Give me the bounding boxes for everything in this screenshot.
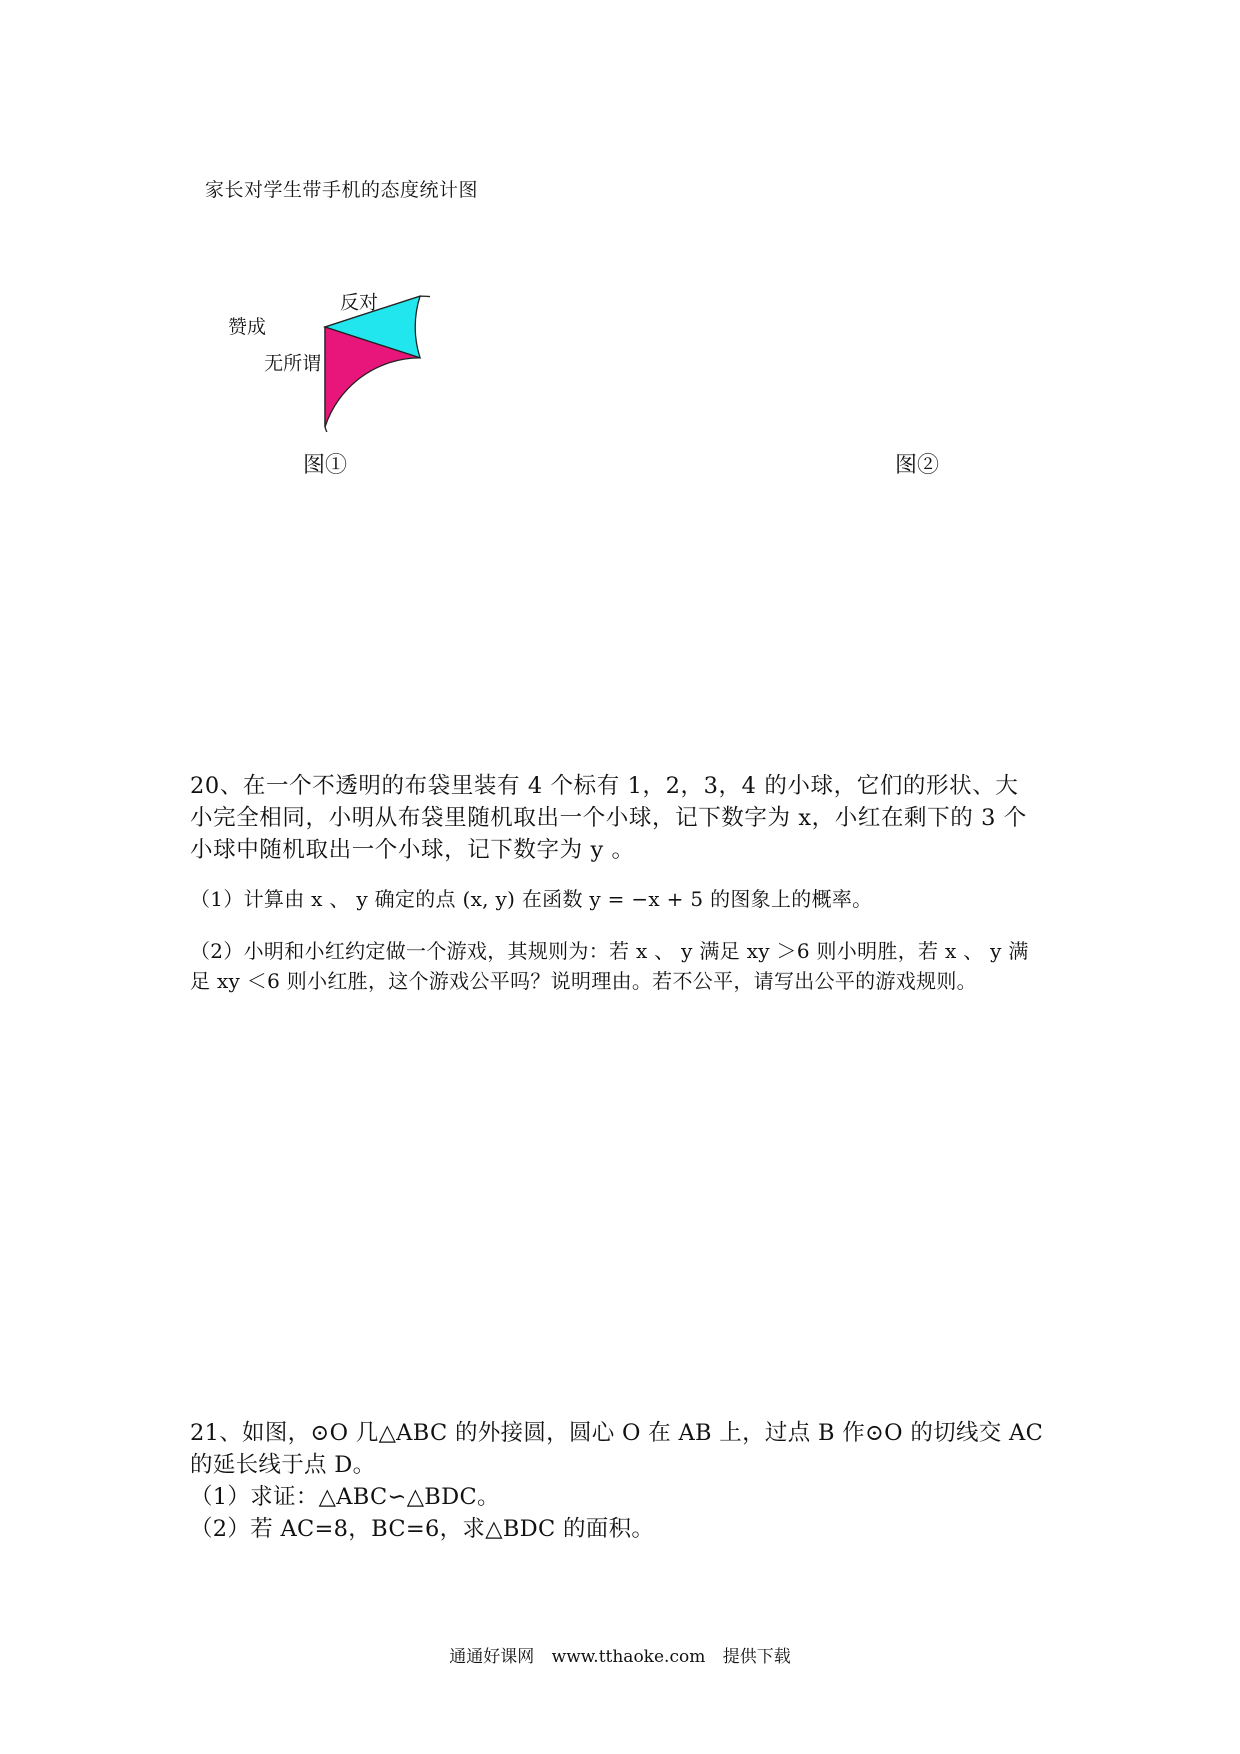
footer-site: 通通好课网: [449, 1647, 535, 1667]
question-20-line: 小球中随机取出一个小球，记下数字为 y 。: [190, 837, 635, 863]
question-21-line: 21、如图，⊙O 几△ABC 的外接圆，圆心 O 在 AB 上，过点 B 作⊙O 的切线交 AC: [190, 1420, 1044, 1446]
figure-2-label: 图②: [895, 453, 940, 478]
question-20-part-1: （1）计算由 x 、 y 确定的点 (x, y) 在函数 y = −x + 5 的图象上的概率。: [190, 887, 873, 911]
pie-label-1: 赞成: [227, 316, 267, 338]
question-21-part-1: （1）求证：△ABC∽△BDC。: [190, 1484, 500, 1510]
question-21-part-2: （2）若 AC=8，BC=6，求△BDC 的面积。: [190, 1516, 655, 1542]
figure-1-label: 图①: [303, 453, 348, 478]
footer-note: 提供下载: [722, 1647, 791, 1667]
pie-label-2: 无所谓: [264, 352, 322, 375]
question-20-line: 20、在一个不透明的布袋里装有 4 个标有 1，2，3，4 的小球，它们的形状、大: [190, 773, 1019, 799]
question-21-line: 的延长线于点 D。: [190, 1452, 376, 1478]
pie-value-label-2: 20%: [278, 388, 308, 404]
question-20-part-2-line: （2）小明和小红约定做一个游戏，其规则为：若 x 、 y 满足 xy ＞6 则小明胜，若 x 、 y 满: [190, 939, 1029, 963]
question-20-line: 小完全相同，小明从布袋里随机取出一个小球，记下数字为 x，小红在剩下的 3 个: [190, 805, 1027, 831]
question-20-part-2: [190, 936, 1070, 996]
question-21: [190, 1417, 1070, 1545]
chart-title: 家长对学生带手机的态度统计图: [205, 179, 479, 201]
footer-url[interactable]: www.tthaoke.com: [551, 1647, 706, 1667]
question-20: [190, 770, 1070, 866]
pie-label-0: 反对: [339, 291, 378, 314]
question-20-part-2-line: 足 xy ＜6 则小红胜，这个游戏公平吗？说明理由。若不公平，请写出公平的游戏规则。: [190, 969, 977, 993]
pie-chart: [220, 222, 430, 432]
page-footer: [0, 1642, 1240, 1667]
